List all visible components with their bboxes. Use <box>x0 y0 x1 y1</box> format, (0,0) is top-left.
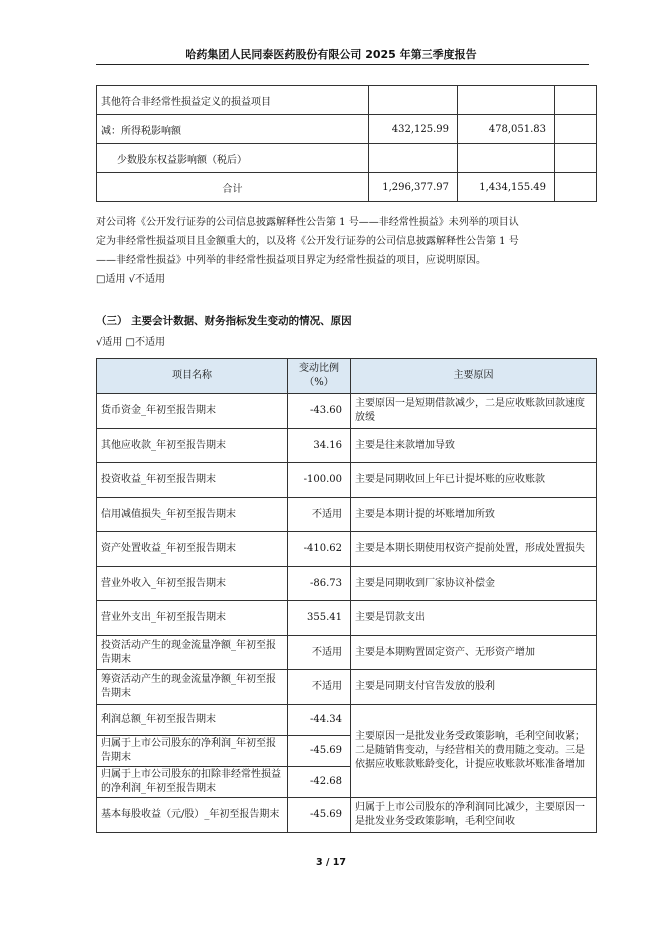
main-reason: 主要是往来款增加导致 <box>351 429 597 463</box>
table-row <box>97 394 597 429</box>
table-row <box>97 498 597 532</box>
amount-prior: 478,051.83 <box>458 115 555 144</box>
item-name: 其他应收款_年初至报告期末 <box>97 429 288 463</box>
main-reason: 主要原因一是短期借款减少，二是应收账款回款速度放缓 <box>351 394 597 429</box>
table-row <box>97 601 597 636</box>
page-header-title: 哈药集团人民同泰医药股份有限公司 2025 年第三季度报告 <box>185 48 477 61</box>
item-name: 营业外收入_年初至报告期末 <box>97 567 288 601</box>
item-label: 减：所得税影响额 <box>97 115 369 144</box>
main-reason: 归属于上市公司股东的净利润同比减少，主要原因一是批发业务受政策影响，毛利空间收 <box>351 798 597 833</box>
change-ratio: -44.34 <box>288 705 351 736</box>
paragraph-line: ——非经常性损益》中列举的非经常性损益项目界定为经常性损益的项目，应说明原因。 <box>96 255 486 266</box>
change-ratio: -100.00 <box>288 463 351 498</box>
section-title: （三） 主要会计数据、财务指标发生变动的情况、原因 <box>96 315 352 327</box>
table-row <box>97 670 597 705</box>
changes-table <box>96 358 597 833</box>
main-reason: 主要是本期计提的坏账增加所致 <box>351 498 597 532</box>
total-label: 合计 <box>97 173 369 202</box>
change-ratio: -42.68 <box>288 767 351 798</box>
table-row <box>97 636 597 670</box>
header-main-reason: 主要原因 <box>351 359 597 394</box>
change-ratio: -45.69 <box>288 798 351 833</box>
item-name: 营业外支出_年初至报告期末 <box>97 601 288 636</box>
explanation-paragraph <box>96 213 596 289</box>
amount-current <box>369 86 458 115</box>
main-reason: 主要是同期支付官告发放的股利 <box>351 670 597 705</box>
table-row <box>97 115 597 144</box>
change-ratio: 不适用 <box>288 670 351 705</box>
change-ratio: -45.69 <box>288 736 351 767</box>
total-prior: 1,434,155.49 <box>458 173 555 202</box>
change-ratio: 不适用 <box>288 498 351 532</box>
header-divider <box>96 64 589 65</box>
note-cell <box>555 173 597 202</box>
main-reason: 主要是同期收到厂家协议补偿金 <box>351 567 597 601</box>
table-row <box>97 798 597 833</box>
item-name: 货币资金_年初至报告期末 <box>97 394 288 429</box>
main-reason: 主要是本期购置固定资产、无形资产增加 <box>351 636 597 670</box>
note-cell <box>555 144 597 173</box>
item-name: 信用减值损失_年初至报告期末 <box>97 498 288 532</box>
table-row <box>97 144 597 173</box>
non-recurring-gains-table <box>96 85 597 202</box>
item-name: 归属于上市公司股东的扣除非经常性损益的净利润_年初至报告期末 <box>97 767 288 798</box>
total-current: 1,296,377.97 <box>369 173 458 202</box>
section-applicability: √适用 □不适用 <box>96 337 165 348</box>
paragraph-line: 对公司将《公开发行证券的公司信息披露解释性公告第 1 号——非经常性损益》未列举的项目认 <box>96 217 519 228</box>
change-ratio: -410.62 <box>288 532 351 567</box>
note-cell <box>555 86 597 115</box>
table-row <box>97 567 597 601</box>
merged-main-reason: 主要原因一是批发业务受政策影响，毛利空间收紧；二是随销售变动，与经营相关的费用随之变动。三是依据应收账款账龄变化，计提应收账款坏账准备增加 <box>351 705 597 798</box>
item-name: 筹资活动产生的现金流量净额_年初至报告期末 <box>97 670 288 705</box>
table-row <box>97 86 597 115</box>
item-name: 利润总额_年初至报告期末 <box>97 705 288 736</box>
change-ratio: 34.16 <box>288 429 351 463</box>
applicability-note: □适用 √不适用 <box>96 274 165 285</box>
table-row <box>97 705 597 736</box>
main-reason: 主要是本期长期使用权资产提前处置，形成处置损失 <box>351 532 597 567</box>
item-name: 基本每股收益（元/股）_年初至报告期末 <box>97 798 288 833</box>
table-header-row <box>97 359 597 394</box>
main-reason: 主要是同期收回上年已计提坏账的应收账款 <box>351 463 597 498</box>
item-name: 投资活动产生的现金流量净额_年初至报告期末 <box>97 636 288 670</box>
main-reason: 主要是罚款支出 <box>351 601 597 636</box>
note-cell <box>555 115 597 144</box>
item-name: 归属于上市公司股东的净利润_年初至报告期末 <box>97 736 288 767</box>
change-ratio: -43.60 <box>288 394 351 429</box>
header-change-ratio: 变动比例（%） <box>288 359 351 394</box>
change-ratio: 不适用 <box>288 636 351 670</box>
item-label: 其他符合非经常性损益定义的损益项目 <box>97 86 369 115</box>
page-number: 3 / 17 <box>316 857 346 868</box>
table-row <box>97 532 597 567</box>
amount-prior <box>458 144 555 173</box>
table-row-total <box>97 173 597 202</box>
header-item-name: 项目名称 <box>97 359 288 394</box>
change-ratio: -86.73 <box>288 567 351 601</box>
item-name: 资产处置收益_年初至报告期末 <box>97 532 288 567</box>
amount-current <box>369 144 458 173</box>
paragraph-line: 定为非经常性损益项目且金额重大的，以及将《公开发行证券的公司信息披露解释性公告第 1 号 <box>96 236 519 247</box>
amount-current: 432,125.99 <box>369 115 458 144</box>
change-ratio: 355.41 <box>288 601 351 636</box>
item-name: 投资收益_年初至报告期末 <box>97 463 288 498</box>
amount-prior <box>458 86 555 115</box>
table-row <box>97 429 597 463</box>
item-label: 少数股东权益影响额（税后） <box>97 144 369 173</box>
table-row <box>97 463 597 498</box>
